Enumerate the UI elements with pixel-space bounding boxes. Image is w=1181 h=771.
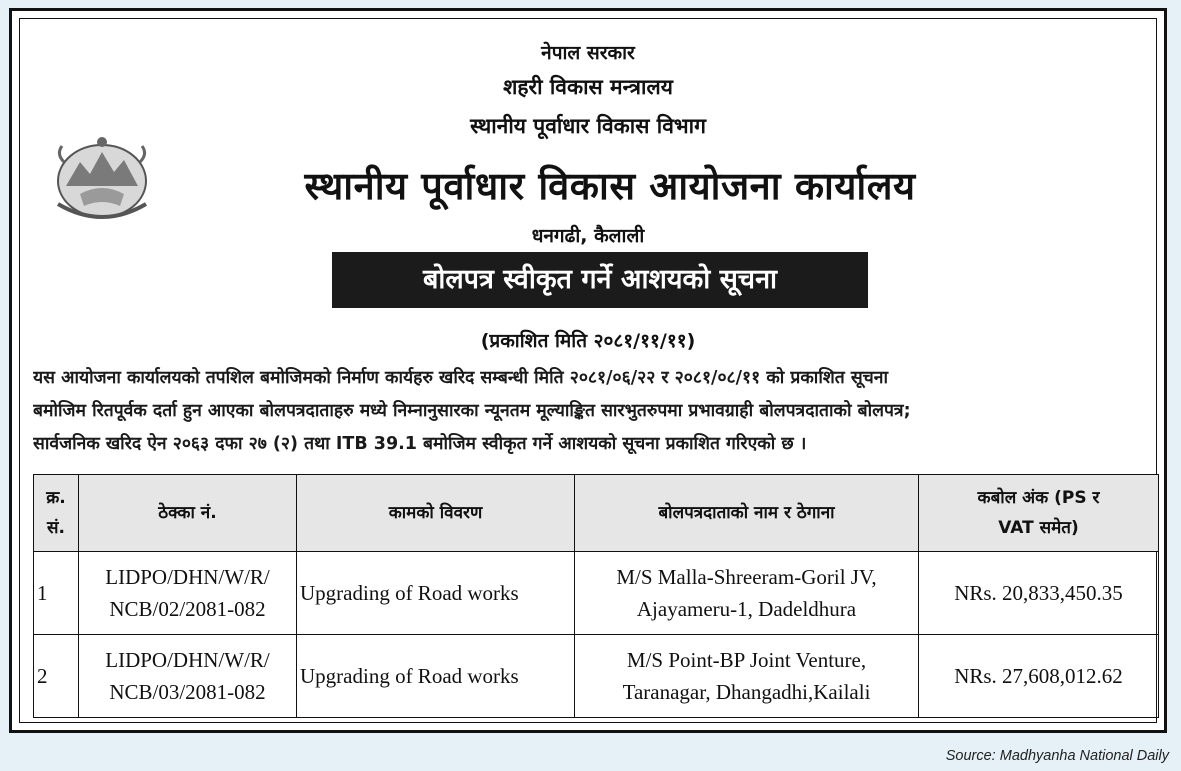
row-bidder-line1: M/S Malla-Shreeram-Goril JV,	[616, 565, 877, 589]
row-work: Upgrading of Road works	[297, 552, 575, 635]
row-contract	[79, 552, 297, 635]
row-sn: 2	[34, 635, 79, 718]
row-contract-line1: LIDPO/DHN/W/R/	[105, 565, 270, 589]
row-amount: NRs. 27,608,012.62	[919, 635, 1159, 718]
header-work: कामको विवरण	[297, 475, 575, 552]
notice-frame	[9, 8, 1167, 733]
header-contract: ठेक्का नं.	[79, 475, 297, 552]
source-credit: Source: Madhyanha National Daily	[945, 748, 1169, 764]
header-sn-line1: क्र.	[46, 488, 66, 508]
ministry-name: शहरी विकास मन्त्रालय	[503, 75, 673, 99]
row-sn: 1	[34, 552, 79, 635]
notice-body-line: यस आयोजना कार्यालयको तपशिल बमोजिमको निर्माण कार्यहरु खरिद सम्बन्धी मिति २०८१/०६/२२ र २०८१/०८/११ को प्रकाशित सूचना	[33, 368, 889, 388]
header-amount-line2: VAT समेत)	[998, 518, 1079, 538]
notice-title: बोलपत्र स्वीकृत गर्ने आशयको सूचना	[332, 252, 868, 308]
office-name: स्थानीय पूर्वाधार विकास आयोजना कार्यालय	[304, 164, 916, 208]
table-header-row	[34, 475, 1159, 552]
notice-body-line: सार्वजनिक खरिद ऐन २०६३ दफा २७ (२) तथा ITB 39.1 बमोजिम स्वीकृत गर्ने आशयको सूचना प्रकाशित गरिएको छ ।	[33, 434, 807, 454]
row-contract-line2: NCB/02/2081-082	[109, 597, 266, 621]
header-bidder: बोलपत्रदाताको नाम र ठेगाना	[575, 475, 919, 552]
row-amount: NRs. 20,833,450.35	[919, 552, 1159, 635]
notice-body	[33, 362, 1155, 461]
row-contract	[79, 635, 297, 718]
published-date: (प्रकाशित मिति २०८१/११/११)	[480, 330, 696, 352]
notice-inner-border	[19, 18, 1157, 723]
row-bidder-line1: M/S Point-BP Joint Venture,	[626, 648, 867, 672]
government-name: नेपाल सरकार	[541, 42, 635, 64]
tender-table	[33, 474, 1159, 718]
row-bidder-line2: Ajayameru-1, Dadeldhura	[636, 597, 857, 621]
row-contract-line1: LIDPO/DHN/W/R/	[105, 648, 270, 672]
header-amount-line1: कबोल अंक (PS र	[977, 488, 1100, 508]
office-location: धनगढी, कैलाली	[531, 225, 645, 247]
row-bidder	[575, 552, 919, 635]
row-contract-line2: NCB/03/2081-082	[109, 680, 266, 704]
notice-body-line: बमोजिम रितपूर्वक दर्ता हुन आएका बोलपत्रदाताहरु मध्ये निम्नानुसारका न्यूनतम मूल्याङ्कित सारभुतरुपमा प्रभावग्राही बोलपत्रदाताको बोलपत्र;	[33, 401, 911, 421]
header-sn-line2: सं.	[47, 518, 65, 538]
department-name: स्थानीय पूर्वाधार विकास विभाग	[470, 114, 706, 138]
table-row	[34, 552, 1159, 635]
row-bidder-line2: Taranagar, Dhangadhi,Kailali	[622, 680, 871, 704]
table-row	[34, 635, 1159, 718]
row-work: Upgrading of Road works	[297, 635, 575, 718]
row-bidder	[575, 635, 919, 718]
header-amount	[919, 475, 1159, 552]
header-sn	[34, 475, 79, 552]
